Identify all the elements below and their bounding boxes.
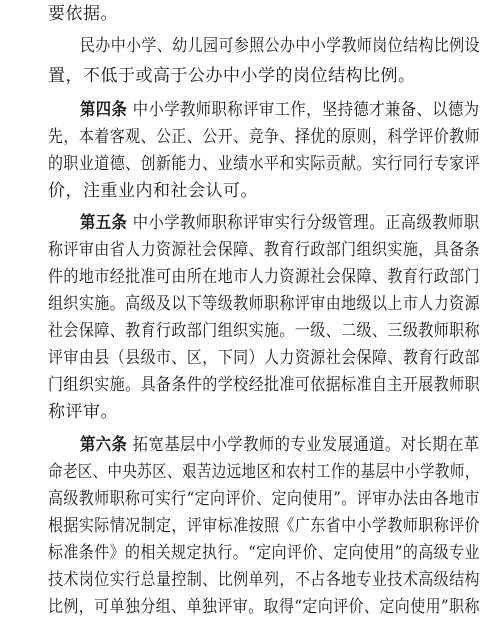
paragraph-line: 社会保障、教育行政部门组织实施。一级、二级、三级教师职称 <box>48 321 480 341</box>
paragraph-text: 中小学教师职称评审实行分级管理。正高级教师职 <box>132 213 480 233</box>
article-label: 第四条 <box>80 100 128 120</box>
paragraph-line: 的职业道德、创新能力、业绩水平和实际贡献。实行同行专家评 <box>48 154 480 174</box>
paragraph-text: 中小学教师职称评审工作，坚持德才兼备、以德为 <box>132 100 480 120</box>
paragraph-line: 价，注重业内和社会认可。 <box>48 181 258 201</box>
article-4-first-line <box>80 100 480 122</box>
paragraph-line: 门组织实施。具备条件的学校经批准可依据标准自主开展教师职 <box>48 375 480 395</box>
article-6-first-line <box>80 435 480 457</box>
paragraph-line: 比例，可单独分组、单独评审。取得“定向评价、定向使用”职称 <box>48 597 480 617</box>
paragraph-line: 民办中小学、幼儿园可参照公办中小学教师岗位结构比例设 <box>80 36 480 56</box>
paragraph-line: 置，不低于或高于公办中小学的岗位结构比例。 <box>48 66 416 86</box>
paragraph-line: 技术岗位实行总量控制、比例单列，不占各地专业技术高级结构 <box>48 570 480 590</box>
paragraph-line: 评审由县（县级市、区，下同）人力资源社会保障、教育行政部 <box>48 348 480 368</box>
paragraph-line: 根据实际情况制定，评审标准按照《广东省中小学教师职称评价 <box>48 516 480 536</box>
paragraph-line: 组织实施。高级及以下等级教师职称评审由地级以上市人力资源 <box>48 294 480 314</box>
article-label: 第六条 <box>80 435 128 455</box>
paragraph-line: 高级教师职称可实行“定向评价、定向使用”。评审办法由各地市 <box>48 489 480 509</box>
paragraph-line: 件的地市经批准可由所在地市人力资源社会保障、教育行政部门 <box>48 267 480 287</box>
paragraph-line: 称评审由省人力资源社会保障、教育行政部门组织实施，具备条 <box>48 240 480 260</box>
paragraph-line: 标准条件》的相关规定执行。“定向评价、定向使用”的高级专业 <box>48 543 480 563</box>
paragraph-text: 拓宽基层中小学教师的专业发展通道。对长期在革 <box>132 435 480 455</box>
paragraph-line: 命老区、中央苏区、艰苦边远地区和农村工作的基层中小学教师， <box>48 462 480 482</box>
article-label: 第五条 <box>80 213 128 233</box>
article-5-first-line <box>80 213 480 235</box>
paragraph-line: 要依据。 <box>48 4 118 24</box>
paragraph-line: 先，本着客观、公正、公开、竞争、择优的原则，科学评价教师 <box>48 127 480 147</box>
paragraph-line: 称评审。 <box>48 402 118 422</box>
